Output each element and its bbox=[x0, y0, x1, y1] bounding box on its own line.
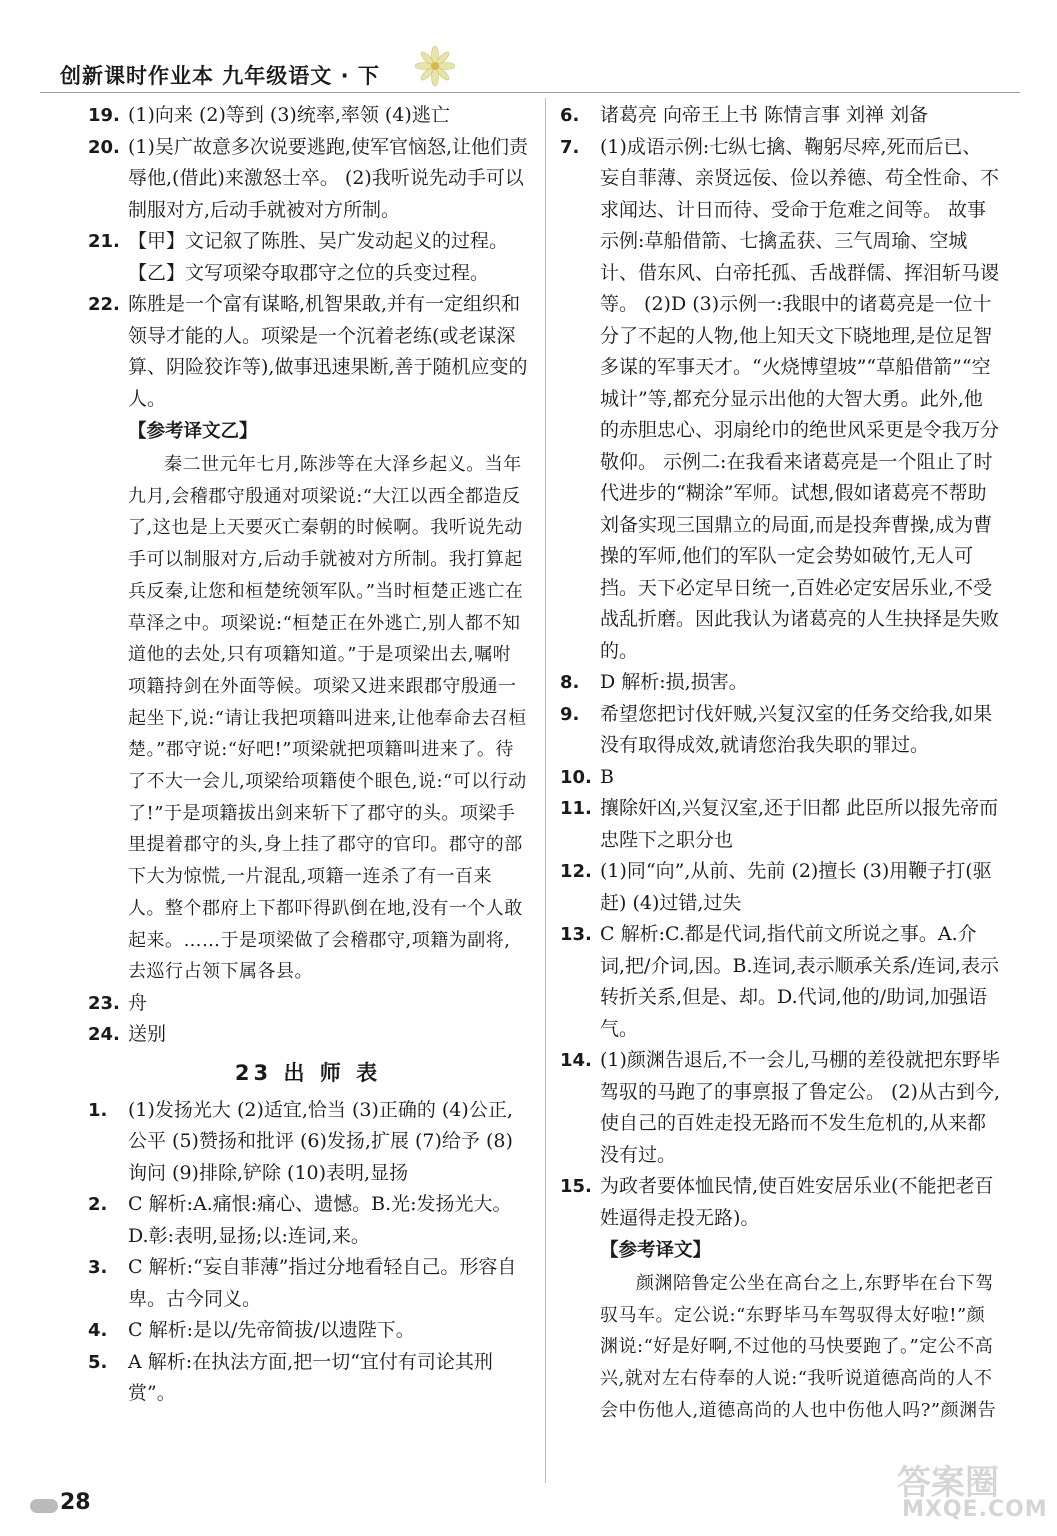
left-column bbox=[88, 100, 528, 1410]
answer-item: 22. 陈胜是一个富有谋略,机智果敢,并有一定组织和领导才能的人。项梁是一个沉着老练(或老谋深算、阴险狡诈等),做事迅速果断,善于随机应变的人。 bbox=[88, 293, 528, 410]
answer-item: 15. 为政者要体恤民情,使百姓安居乐业(不能把老百姓逼得走投无路)。 bbox=[560, 1175, 994, 1229]
answer-item: 4. C 解析:是以/先帝简拔/以遗陛下。 bbox=[88, 1319, 415, 1342]
reference-translation-text: 颜渊陪鲁定公坐在高台之上,东野毕在台下驾驭马车。定公说:“东野毕马车驾驭得太好啦!”颜渊说:“好是好啊,不过他的马快要跑了。”定公不高兴,就对左右侍奉的人说:“我听说道德高尚的人不会中伤他人,道德高尚的人也中伤他人吗?”颜渊告 bbox=[600, 1273, 997, 1421]
answer-item: 6. 诸葛亮 向帝王上书 陈情言事 刘禅 刘备 bbox=[560, 104, 929, 126]
watermark bbox=[847, 1455, 1048, 1525]
page-number: 28 bbox=[60, 1490, 91, 1515]
page-tab-marker bbox=[30, 1499, 58, 1513]
column-divider bbox=[545, 98, 546, 1483]
answer-item: 8. D 解析:损,损害。 bbox=[560, 671, 748, 693]
answer-item: 7. (1)成语示例:七纵七擒、鞠躬尽瘁,死而后已、妄自菲薄、亲贤远佞、俭以养德、苟全性命、不求闻达、计日而待、受命于危难之间等。 故事示例:草船借箭、七擒孟获、三气周瑜、空城计、借东风、白帝托孤、舌战群儒、挥泪斩马谡等。 (2)D (3)示例一:我眼中的诸葛亮是一位十分了不起的人物,他上知天文下晓地理,是位足智多谋的军事天才。“火烧博望坡”“草船借箭”“空城计”等,都充分显示出他的大智大勇。此外,他的赤胆忠心、羽扇纶巾的绝世风采更是令我万分敬仰。 示例二:在我看来诸葛亮是一个阻止了时代进步的“糊涂”军师。试想,假如诸葛亮不帮助刘备实现三国鼎立的局面,而是投奔曹操,成为曹操的军师,他们的军队一定会势如破竹,无人可挡。天下必定早日统一,百姓必定安居乐业,不受战乱折磨。因此我认为诸葛亮的人生抉择是失败的。 bbox=[560, 135, 1000, 662]
reference-translation-title: 【参考译文】 bbox=[600, 1240, 712, 1261]
right-column bbox=[560, 100, 1000, 1427]
answer-item: 12. (1)同“向”,从前、先前 (2)擅长 (3)用鞭子打(驱赶) (4)过错,过失 bbox=[560, 860, 992, 914]
answer-item: 19. (1)向来 (2)等到 (3)统率,率领 (4)逃亡 bbox=[88, 104, 450, 126]
section-title: 23 出 师 表 bbox=[234, 1060, 382, 1085]
answer-item: 3. C 解析:“妄自菲薄”指过分地看轻自己。形容自卑。古今同义。 bbox=[88, 1256, 517, 1310]
answer-item: 5. A 解析:在执法方面,把一切“宜付有司论其刑赏”。 bbox=[88, 1350, 493, 1405]
watermark-url: MXQE.COM bbox=[902, 1497, 1048, 1522]
answer-item: 1. (1)发扬光大 (2)适宜,恰当 (3)正确的 (4)公正,公平 (5)赞扬和批评 (6)发扬,扩展 (7)给予 (8)询问 (9)排除,铲除 (10)表明,显扬 bbox=[88, 1098, 513, 1184]
reference-translation-title: 【参考译文乙】 bbox=[128, 421, 258, 442]
header-divider bbox=[40, 92, 1020, 93]
answer-item: 2. C 解析:A.痛恨:痛心、遗憾。B.光:发扬光大。D.彰:表明,显扬;以:连词,来。 bbox=[88, 1193, 512, 1247]
answer-item: 9. 希望您把讨伐奸贼,兴复汉室的任务交给我,如果没有取得成效,就请您治我失职的罪过。 bbox=[560, 702, 993, 756]
header-title: 创新课时作业本 九年级语文 · 下 bbox=[60, 64, 380, 88]
flower-icon bbox=[415, 46, 455, 86]
answer-item: 13. C 解析:C.都是代词,指代前文所说之事。A.介词,把/介词,因。B.连词,表示顺承关系/连词,表示转折关系,但是、却。D.代词,他的/助词,加强语气。 bbox=[560, 923, 999, 1040]
answer-item: 14. (1)颜渊告退后,不一会儿,马棚的差役就把东野毕驾驭的马跑了的事禀报了鲁定公。 (2)从古到今,使自己的百姓走投无路而不发生危机的,从来都没有过。 bbox=[560, 1049, 1000, 1166]
answer-item: 24. 送别 bbox=[88, 1023, 167, 1046]
answer-item: 11. 攘除奸凶,兴复汉室,还于旧都 此臣所以报先帝而忠陛下之职分也 bbox=[560, 797, 999, 851]
answer-item: 23. 舟 bbox=[88, 991, 148, 1014]
answer-item: 21. 【甲】文记叙了陈胜、吴广发动起义的过程。【乙】文写项梁夺取郡守之位的兵变过程。 bbox=[88, 230, 509, 284]
answer-item: 10. B bbox=[560, 765, 614, 788]
reference-translation-text: 秦二世元年七月,陈涉等在大泽乡起义。当年九月,会稽郡守殷通对项梁说:“大江以西全都造反了,这也是上天要灭亡秦朝的时候啊。我听说先动手可以制服对方,后动手就被对方所制。我打算起兵反秦,让您和桓楚统领军队。”当时桓楚正逃亡在草泽之中。项梁说:“桓楚正在外逃亡,别人都不知道他的去处,只有项籍知道。”于是项梁出去,嘱咐项籍持剑在外面等候。项梁又进来跟郡守殷通一起坐下,说:“请让我把项籍叫进来,让他奉命去召桓楚。”郡守说:“好吧!”项梁就把项籍叫进来了。待了不大一会儿,项梁给项籍使个眼色,说:“可以行动了!”于是项籍拔出剑来斩下了郡守的头。项梁手里提着郡守的头,身上挂了郡守的官印。郡守的部下大为惊慌,一片混乱,项籍一连杀了有一百来人。整个郡府上下都吓得趴倒在地,没有一个人敢起来。……于是项梁做了会稽郡守,项籍为副将,去巡行占领下属各县。 bbox=[128, 454, 527, 983]
watermark-text: 答案圈 bbox=[897, 1463, 999, 1503]
page-header bbox=[60, 60, 380, 90]
answer-item: 20. (1)吴广故意多次说要逃跑,使军官恼怒,让他们责辱他,(借此)来激怒士卒。 (2)我听说先动手可以制服对方,后动手就被对方所制。 bbox=[88, 135, 528, 221]
